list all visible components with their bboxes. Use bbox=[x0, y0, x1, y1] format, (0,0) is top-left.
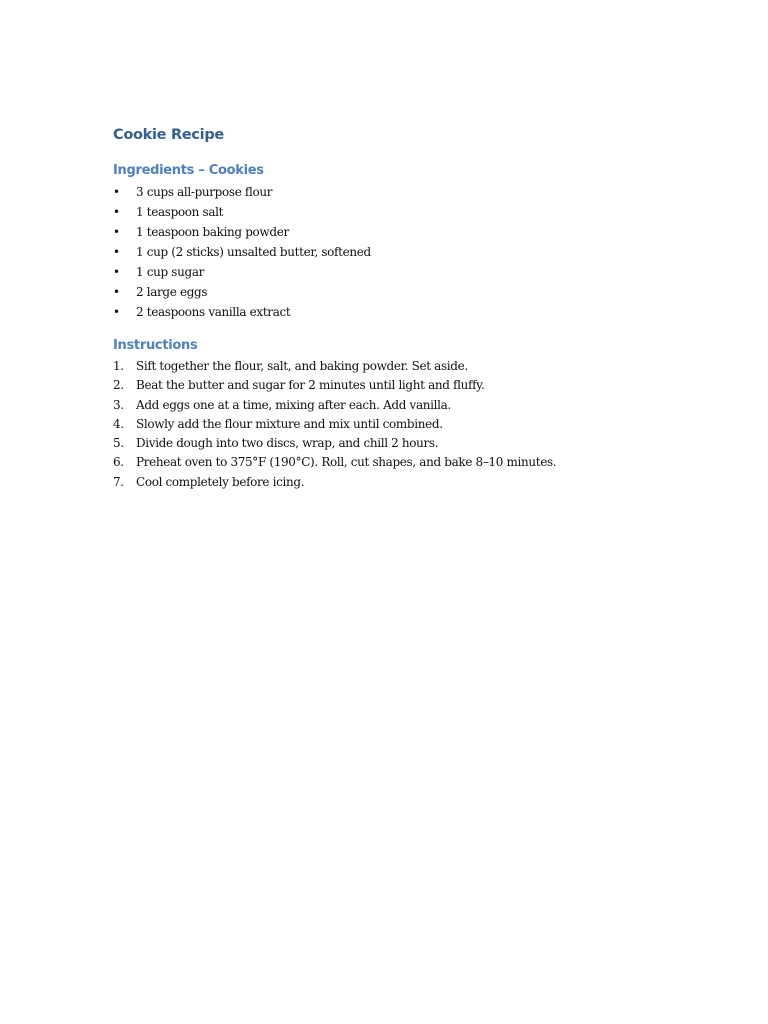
bullet-icon: • bbox=[113, 245, 120, 259]
step-number: 3. bbox=[113, 397, 124, 412]
step-text: Cool completely before icing. bbox=[136, 474, 305, 489]
ingredient-text: 2 large eggs bbox=[136, 285, 208, 299]
step-number: 4. bbox=[113, 416, 124, 431]
bullet-icon: • bbox=[113, 185, 120, 199]
instruction-step bbox=[113, 415, 673, 434]
ingredient-text: 1 teaspoon salt bbox=[136, 205, 224, 219]
ingredient-text: 1 teaspoon baking powder bbox=[136, 225, 289, 239]
step-text: Sift together the flour, salt, and baking powder. Set aside. bbox=[136, 359, 468, 373]
instruction-step bbox=[113, 357, 673, 376]
instructions-heading: Instructions bbox=[113, 338, 198, 353]
ingredient-item bbox=[113, 282, 673, 302]
step-text: Slowly add the flour mixture and mix until combined. bbox=[136, 416, 443, 431]
instruction-step bbox=[113, 453, 673, 472]
step-text: Beat the butter and sugar for 2 minutes until light and fluffy. bbox=[136, 378, 485, 393]
instruction-step bbox=[113, 396, 673, 415]
step-number: 7. bbox=[113, 474, 124, 489]
instruction-step bbox=[113, 376, 673, 395]
instructions-list bbox=[113, 357, 673, 492]
ingredient-item bbox=[113, 182, 673, 202]
step-text: Add eggs one at a time, mixing after each. Add vanilla. bbox=[136, 397, 451, 412]
ingredient-item bbox=[113, 202, 673, 222]
ingredient-text: 3 cups all-purpose flour bbox=[136, 185, 273, 199]
ingredient-item bbox=[113, 222, 673, 242]
page-title: Cookie Recipe bbox=[113, 127, 224, 143]
ingredient-text: 1 cup (2 sticks) unsalted butter, softened bbox=[136, 245, 371, 259]
ingredients-list bbox=[113, 182, 673, 322]
bullet-icon: • bbox=[113, 225, 120, 239]
document-body bbox=[113, 124, 673, 492]
bullet-icon: • bbox=[113, 205, 120, 219]
instruction-step bbox=[113, 473, 673, 492]
step-text: Preheat oven to 375°F (190°C). Roll, cut shapes, and bake 8–10 minutes. bbox=[136, 455, 557, 470]
step-number: 5. bbox=[113, 436, 124, 451]
bullet-icon: • bbox=[113, 265, 120, 279]
bullet-icon: • bbox=[113, 305, 120, 319]
ingredient-text: 2 teaspoons vanilla extract bbox=[136, 305, 291, 319]
ingredient-text: 1 cup sugar bbox=[136, 265, 205, 279]
ingredient-item bbox=[113, 242, 673, 262]
instruction-step bbox=[113, 434, 673, 453]
ingredient-item bbox=[113, 302, 673, 322]
bullet-icon: • bbox=[113, 285, 120, 299]
step-number: 6. bbox=[113, 455, 124, 470]
step-number: 1. bbox=[113, 359, 124, 373]
ingredient-item bbox=[113, 262, 673, 282]
ingredients-heading: Ingredients – Cookies bbox=[113, 163, 264, 178]
step-text: Divide dough into two discs, wrap, and chill 2 hours. bbox=[136, 436, 439, 451]
step-number: 2. bbox=[113, 378, 124, 393]
